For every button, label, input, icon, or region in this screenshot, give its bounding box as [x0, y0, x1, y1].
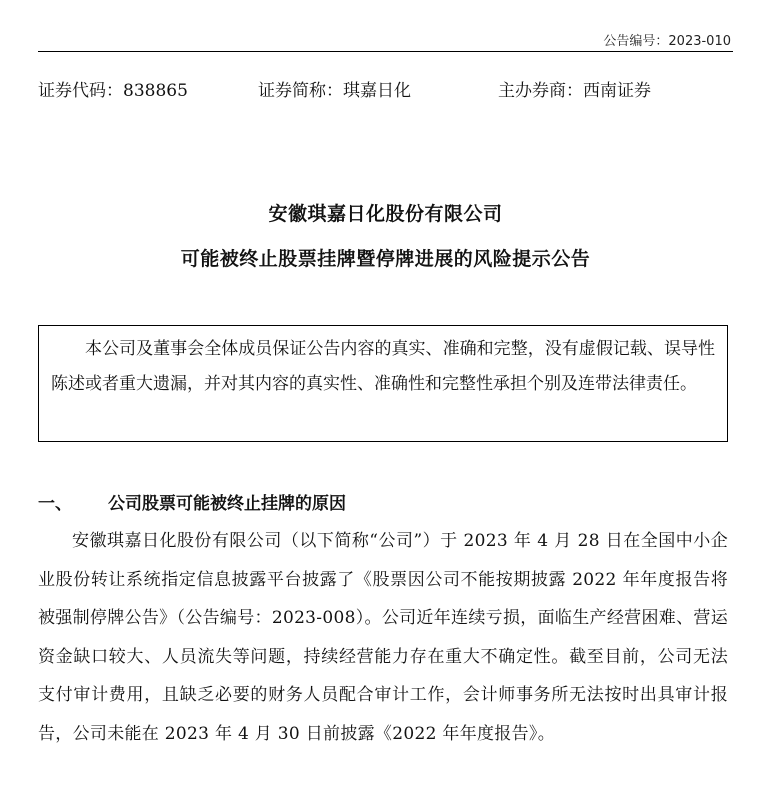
company-title: 安徽琪嘉日化股份有限公司 [268, 203, 503, 225]
header-divider [38, 51, 733, 52]
sponsor-broker: 主办券商：西南证券 [498, 81, 651, 101]
section-body-paragraph: 安徽琪嘉日化股份有限公司（以下简称“公司”）于 2023 年 4 月 28 日在全国中小企业股份转让系统指定信息披露平台披露了《股票因公司不能按期披露 2022 年年度报告将被强制停牌公告》（公告编号：2023-008）。公司近年连续亏损，面临生产经营困难、营运资金缺口较大、人员流失等问题，持续经营能力存在重大不确定性。截至目前，公司无法支付审计费用，且缺乏必要的财务人员配合审计工作，会计师事务所无法按时出具审计报告，公司未能在 2023 年 4 月 30 日前披露《2022 年年度报告》。 [38, 531, 728, 744]
announcement-number: 公告编号：2023-010 [603, 34, 731, 49]
section-heading [38, 489, 346, 514]
section-number: 一、 [38, 494, 72, 514]
security-info-row [38, 79, 733, 103]
board-statement-box: 本公司及董事会全体成员保证公告内容的真实、准确和完整，没有虚假记载、误导性陈述或者重大遗漏，并对其内容的真实性、准确性和完整性承担个别及连带法律责任。 [38, 325, 728, 442]
announcement-title: 可能被终止股票挂牌暨停牌进展的风险提示公告 [180, 248, 591, 270]
security-abbreviation: 证券简称：琪嘉日化 [258, 81, 411, 101]
section-heading-text: 公司股票可能被终止挂牌的原因 [108, 494, 346, 514]
security-code: 证券代码：838865 [38, 81, 188, 101]
